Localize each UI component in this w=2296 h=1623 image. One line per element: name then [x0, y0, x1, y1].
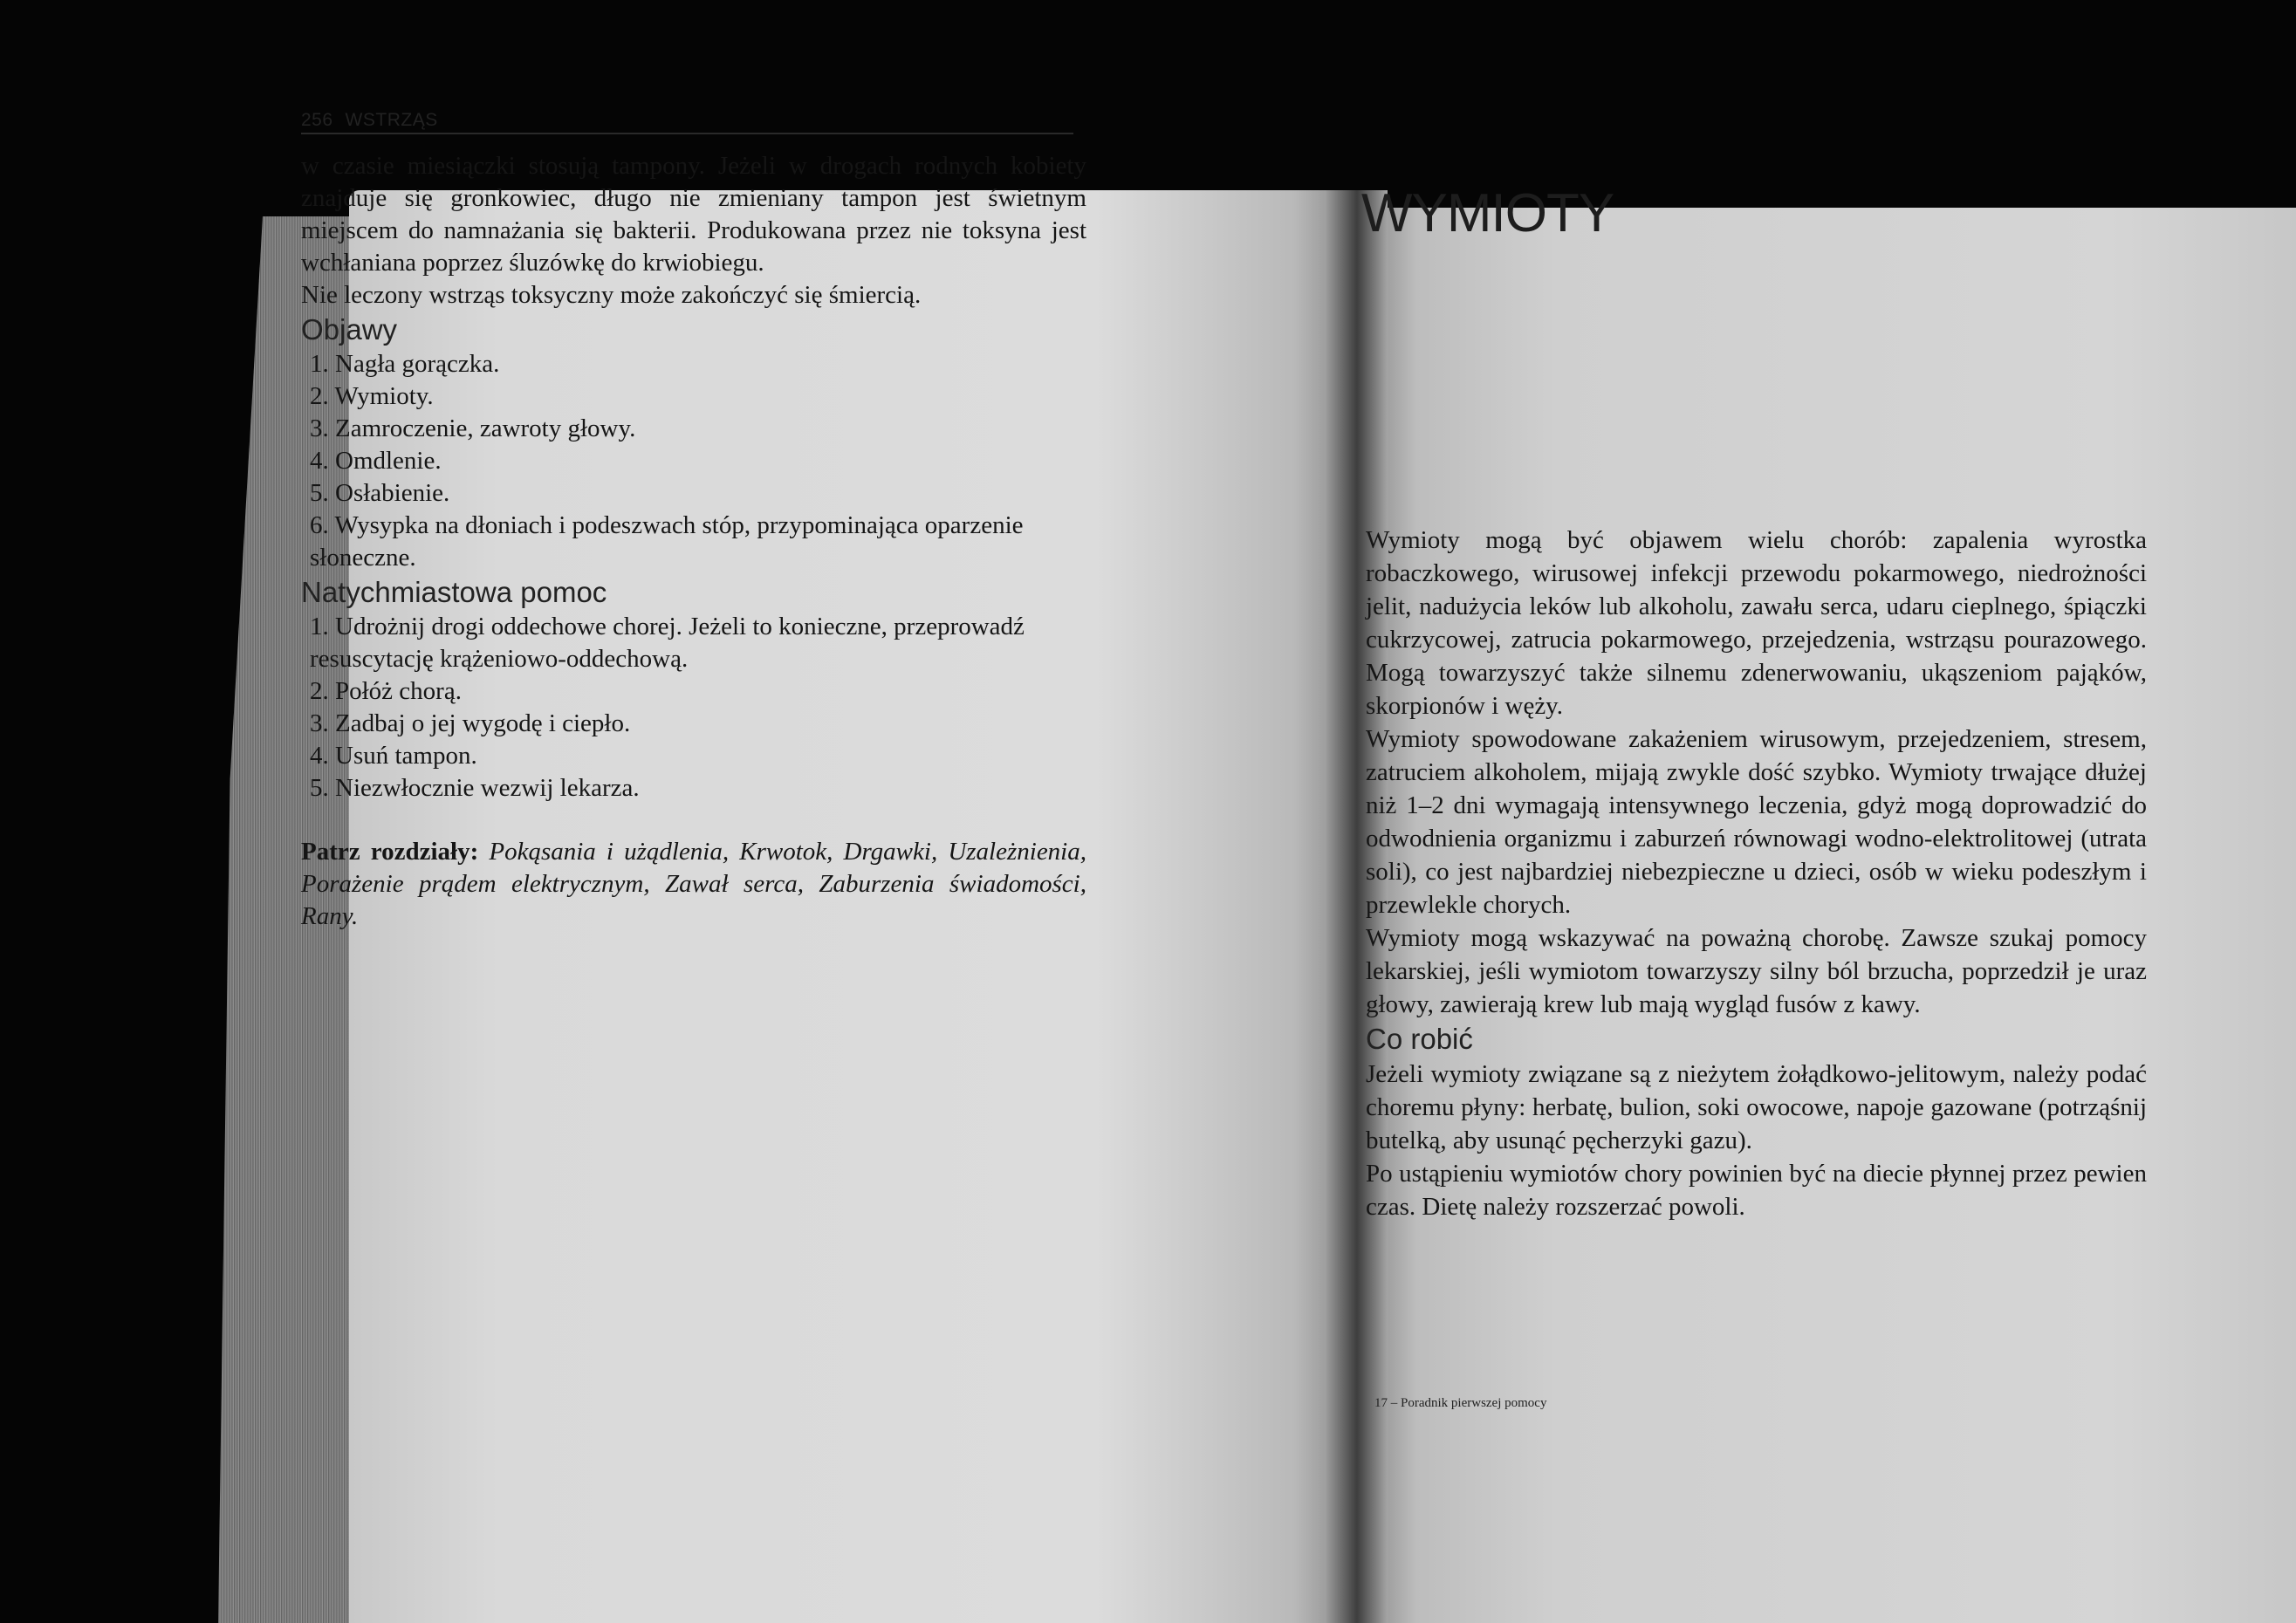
list-item: 4. Omdlenie.: [310, 447, 442, 475]
left-column: [301, 150, 1086, 933]
right-column: [1366, 524, 2147, 1223]
chapter-header: [1361, 183, 2147, 244]
header-title: WSTRZĄS: [345, 110, 438, 130]
paragraph: Wymioty spowodowane zakażeniem wirusowym, przejedzeniem, stresem, zatruciem alkoholem, mijają zwykle dość szybko. Wymioty trwające dłużej niż 1–2 dni wymagają intensywnego leczenia, gdyż mogą doprowadzić do odwodnienia organizmu i zaburzeń równowagi wodno-elektrolitowej (utrata soli), co jest najbardziej niebezpieczne u dzieci, osób w wieku podeszłym i przewlekle chorych.: [1366, 725, 2147, 919]
list-item: 3. Zamroczenie, zawroty głowy.: [310, 414, 636, 442]
chapter-title: WYMIOTY: [1361, 183, 1614, 243]
page-number: 256: [301, 110, 333, 130]
symptoms-list: [301, 348, 1086, 574]
symptoms-heading: Objawy: [301, 313, 398, 346]
see-also-chapters: Pokąsania i użądlenia, Krwotok, Drgawki, Uzależnienia, Porażenie prądem elektrycznym, Zawał serca, Zaburzenia świadomości, Rany.: [301, 838, 1086, 930]
warning-line: Nie leczony wstrząs toksyczny może zakończyć się śmiercią.: [301, 281, 922, 309]
list-item: 1. Nagła gorączka.: [310, 350, 500, 378]
first-aid-list: [301, 611, 1086, 805]
list-item: 2. Wymioty.: [310, 382, 434, 410]
running-header: [301, 110, 1073, 134]
paragraph: Po ustąpieniu wymiotów chory powinien być na diecie płynnej przez pewien czas. Dietę należy rozszerzać powoli.: [1366, 1160, 2147, 1221]
page-footer: 17 – Poradnik pierwszej pomocy: [1374, 1396, 1547, 1410]
see-also: [301, 836, 1086, 933]
what-to-do-heading: Co robić: [1366, 1023, 1473, 1055]
list-item: 6. Wysypka na dłoniach i podeszwach stóp, przypominająca oparzenie słoneczne.: [310, 511, 1024, 572]
list-item: 4. Usuń tampon.: [310, 742, 477, 770]
see-also-label: Patrz rozdziały:: [301, 838, 479, 866]
list-item: 5. Niezwłocznie wezwij lekarza.: [310, 774, 640, 802]
first-aid-heading: Natychmiastowa pomoc: [301, 576, 607, 608]
list-item: 3. Zadbaj o jej wygodę i ciepło.: [310, 709, 631, 737]
list-item: 2. Połóż chorą.: [310, 677, 462, 705]
paragraph: Wymioty mogą być objawem wielu chorób: zapalenia wyrostka robaczkowego, wirusowej infekcji przewodu pokarmowego, niedrożności jelit, nadużycia leków lub alkoholu, zawału serca, udaru cieplnego, śpiączki cukrzycowej, zatrucia pokarmowego, przejedzenia, wstrząsu pourazowego. Mogą towarzyszyć także silnemu zdenerwowaniu, ukąszeniom pająków, skorpionów i węży.: [1366, 526, 2147, 720]
paragraph: Jeżeli wymioty związane są z nieżytem żołądkowo-jelitowym, należy podać choremu płyny: herbatę, bulion, soki owocowe, napoje gazowane (potrząśnij butelką, aby usunąć pęcherzyki gazu).: [1366, 1060, 2147, 1154]
paragraph: Wymioty mogą wskazywać na poważną chorobę. Zawsze szukaj pomocy lekarskiej, jeśli wymiotom towarzyszy silny ból brzucha, poprzedził je uraz głowy, zawierają krew lub mają wygląd fusów z kawy.: [1366, 924, 2147, 1018]
intro-paragraph: w czasie miesiączki stosują tampony. Jeżeli w drogach rodnych kobiety znajduje się gronkowiec, długo nie zmieniany tampon jest świetnym miejscem do namnażania się bakterii. Produkowana przez nie toksyna jest wchłaniana poprzez śluzówkę do krwiobiegu.: [301, 152, 1086, 277]
list-item: 1. Udrożnij drogi oddechowe chorej. Jeżeli to konieczne, przeprowadź resuscytację krążeniowo-oddechową.: [310, 613, 1025, 673]
list-item: 5. Osłabienie.: [310, 479, 450, 507]
